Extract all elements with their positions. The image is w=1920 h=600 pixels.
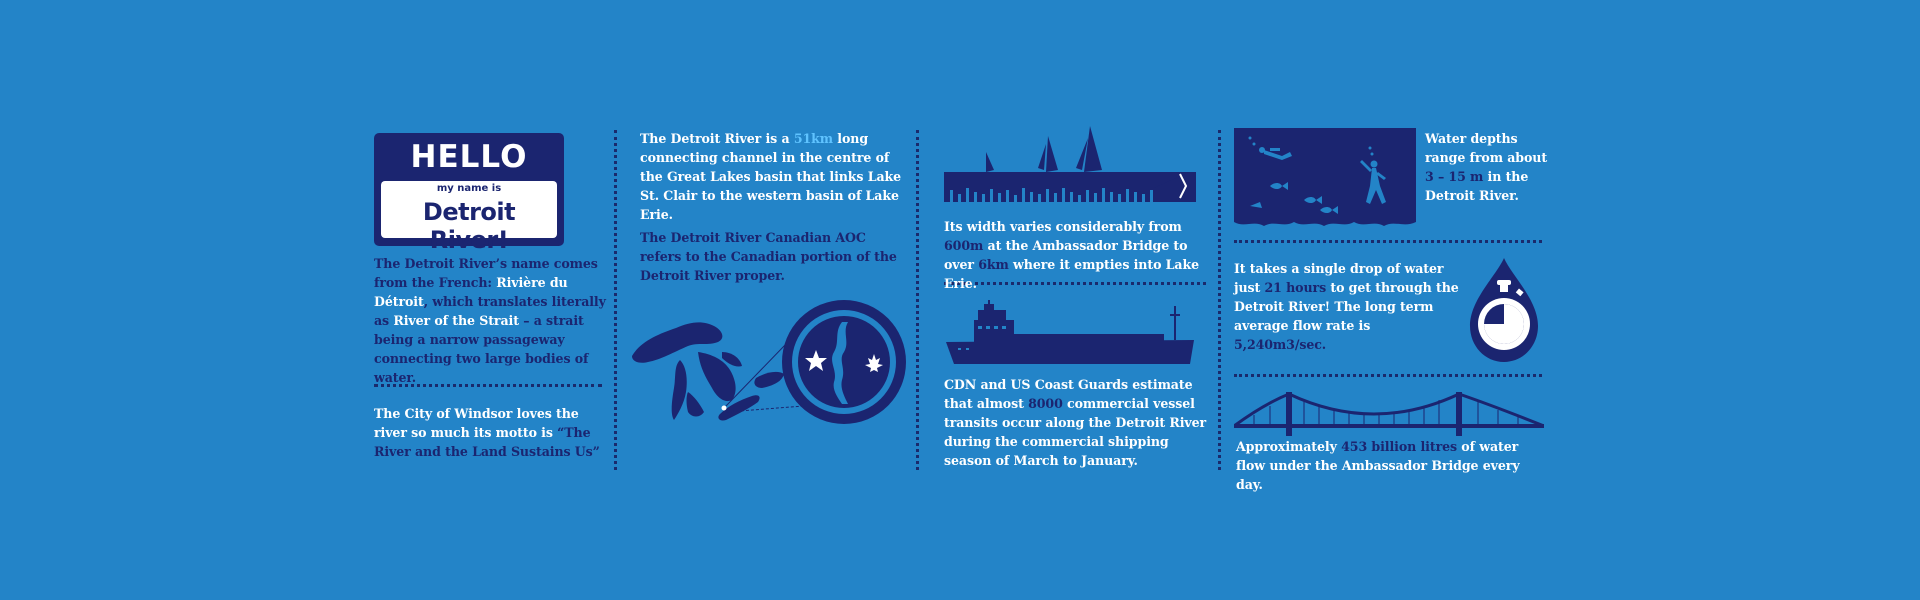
text-segment: The City of Windsor loves the river so much its motto is	[374, 406, 579, 440]
sailboats-skyline-icon	[944, 122, 1198, 206]
text-segment: where it empties into Lake Erie.	[944, 257, 1200, 291]
col4-divider-2	[1234, 374, 1542, 377]
text-segment: long connecting channel in the centre of the Great Lakes basin that links Lake St. Clair to the western basin of Lake Erie.	[640, 131, 902, 222]
text-segment: – a strait being a narrow passageway connecting two large bodies of water.	[374, 313, 589, 385]
badge-name: Detroit River!	[422, 198, 516, 254]
suspension-bridge-icon	[1234, 388, 1544, 438]
water-drop-stopwatch-icon	[1466, 256, 1542, 364]
text-segment: Water depths range from about	[1425, 131, 1548, 165]
badge-my-name-is: my name is	[436, 183, 502, 194]
col1-paragraph-windsor	[374, 404, 606, 461]
col4-divider-1	[1234, 240, 1542, 243]
col4-paragraph-volume	[1236, 437, 1544, 494]
text-segment: The Detroit River’s name comes from the French:	[374, 256, 598, 290]
highlight-riviere: Rivière du Détroit	[374, 275, 568, 309]
text-segment: to get through the Detroit River! The long term average flow rate is	[1234, 280, 1459, 333]
highlight-8000: 8000	[1028, 396, 1063, 411]
text-segment: It takes a single drop of water just	[1234, 261, 1444, 295]
badge-hello: HELLO	[410, 139, 528, 175]
cargo-ship-icon	[944, 300, 1198, 366]
text-segment: The Detroit River is a	[640, 131, 794, 146]
badge-card	[381, 181, 557, 254]
highlight-motto: “The River and the Land Sustains Us”	[374, 425, 600, 459]
col4-paragraph-depth	[1425, 129, 1549, 205]
column-divider-1	[614, 130, 617, 470]
great-lakes-map-icon	[628, 296, 908, 446]
column-divider-2	[916, 130, 919, 470]
col4-paragraph-drop	[1234, 259, 1466, 354]
scuba-divers-icon	[1234, 128, 1416, 228]
text-segment: , which translates literally as	[374, 294, 606, 328]
col3-paragraph-width	[944, 217, 1206, 293]
highlight-river-strait: River of the Strait	[393, 313, 519, 328]
text-segment: CDN and US Coast Guards estimate that almost	[944, 377, 1193, 411]
text-segment: commercial vessel transits occur along the Detroit River during the commercial shipping season of March to January.	[944, 396, 1207, 468]
text-segment: of water flow under the Ambassador Bridge every day.	[1236, 439, 1520, 492]
highlight-6km: 6km	[978, 257, 1009, 272]
column-divider-3	[1218, 130, 1221, 470]
text-segment: Its width varies considerably from	[944, 219, 1182, 234]
col2-paragraph-length	[640, 129, 908, 224]
highlight-flow-rate: 5,240m3/sec.	[1234, 337, 1327, 352]
highlight-51km: 51km	[793, 131, 833, 146]
hello-name-badge	[374, 133, 564, 254]
text-segment: in the Detroit River.	[1425, 169, 1529, 203]
col3-paragraph-coast-guards	[944, 375, 1208, 470]
col2-paragraph-aoc: The Detroit River Canadian AOC refers to the Canadian portion of the Detroit River proper.	[640, 230, 897, 283]
highlight-600m: 600m	[944, 238, 984, 253]
col1-paragraph-origin	[374, 254, 606, 387]
highlight-453-billion: 453 billion litres	[1341, 439, 1458, 454]
highlight-depth: 3 – 15 m	[1425, 169, 1484, 184]
text-segment: Approximately	[1236, 439, 1342, 454]
text-segment: at the Ambassador Bridge to over	[944, 238, 1188, 272]
highlight-21-hours: 21 hours	[1264, 280, 1327, 295]
